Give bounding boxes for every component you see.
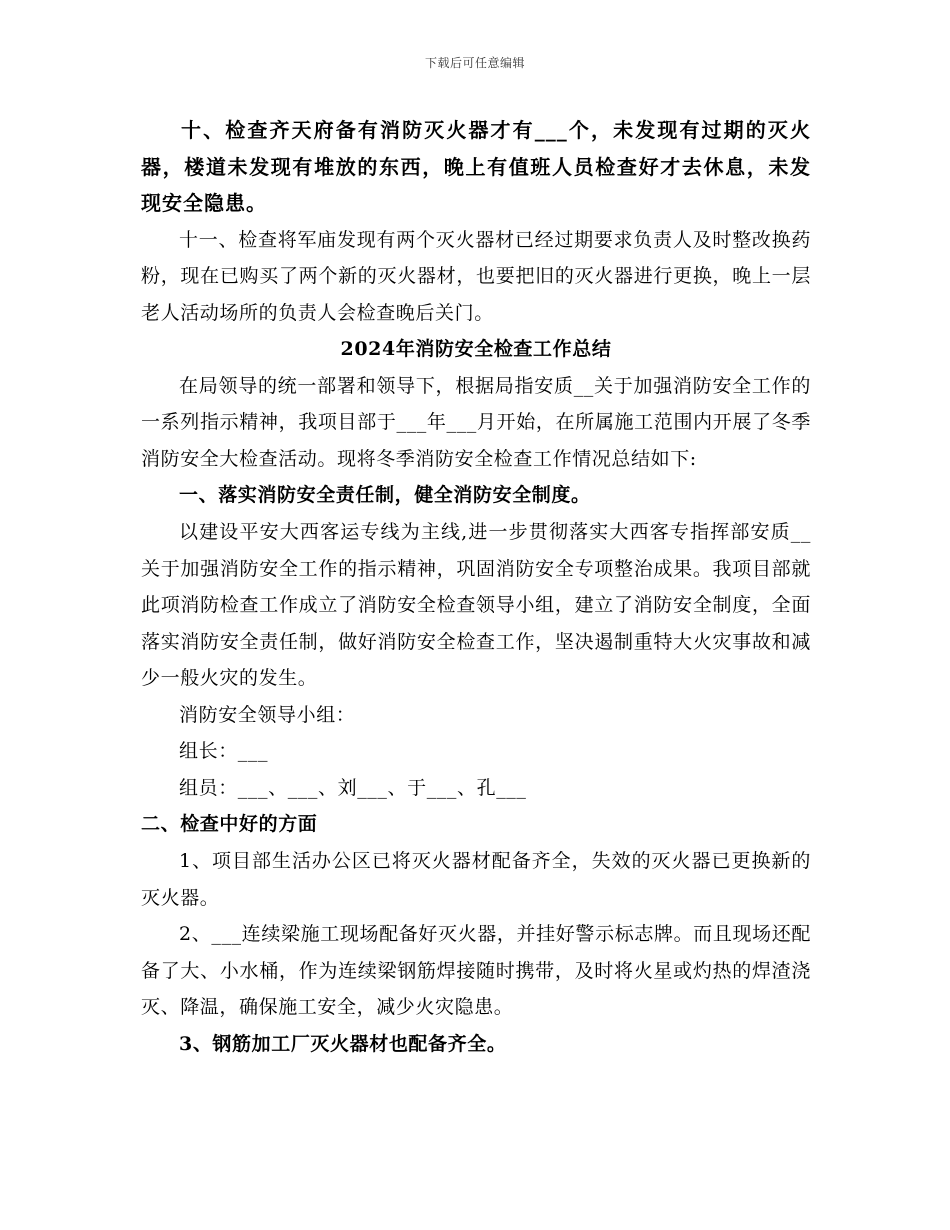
- document-title: 2024年消防安全检查工作总结: [340, 338, 612, 360]
- paragraph-ten: 十、检查齐天府备有消防灭火器才有___个，未发现有过期的灭火器，楼道未发现有堆放的东西，晚上有值班人员检查好才去休息，未发现安全隐患。: [141, 118, 811, 215]
- paragraph-section-one: 以建设平安大西客运专线为主线,进一步贯彻落实大西客专指挥部安质__关于加强消防安全工作的指示精神，巩固消防安全专项整治成果。我项目部就此项消防检查工作成立了消防安全检查领导小组，建立了消防安全制度，全面落实消防安全责任制，做好消防安全检查工作，坚决遏制重特大火灾事故和减少一般火灾的发生。: [141, 521, 811, 689]
- section-heading-two: 二、检查中好的方面: [141, 813, 318, 835]
- paragraph-eleven: 十一、检查将军庙发现有两个灭火器材已经过期要求负责人及时整改换药粉，现在已购买了两个新的灭火器材，也要把旧的灭火器进行更换，晚上一层老人活动场所的负责人会检查晚后关门。: [141, 228, 811, 324]
- section-heading-one: 一、落实消防安全责任制，健全消防安全制度。: [179, 484, 591, 506]
- paragraph-group-members: 组员：___、___、刘___、于___、孔___: [179, 776, 527, 799]
- document-body: [141, 112, 811, 1063]
- header-note: 下载后可任意编辑: [424, 56, 525, 70]
- paragraph-leadership-group: 消防安全领导小组：: [179, 703, 356, 726]
- paragraph-item-one: 1、项目部生活办公区已将灭火器材配备齐全，失效的灭火器已更换新的灭火器。: [141, 850, 811, 909]
- paragraph-intro: 在局领导的统一部署和领导下，根据局指安质__关于加强消防安全工作的一系列指示精神，我项目部于___年___月开始，在所属施工范围内开展了冬季消防安全大检查活动。现将冬季消防安全检查工作情况总结如下:: [141, 374, 811, 470]
- paragraph-item-two: 2、___连续梁施工现场配备好灭火器，并挂好警示标志牌。而且现场还配备了大、小水桶，作为连续梁钢筋焊接随时携带，及时将火星或灼热的焊渣浇灭、降温，确保施工安全，减少火灾隐患。: [141, 923, 811, 1018]
- paragraph-item-three: 3、钢筋加工厂灭火器材也配备齐全。: [179, 1032, 507, 1055]
- paragraph-group-leader: 组长：___: [179, 740, 269, 762]
